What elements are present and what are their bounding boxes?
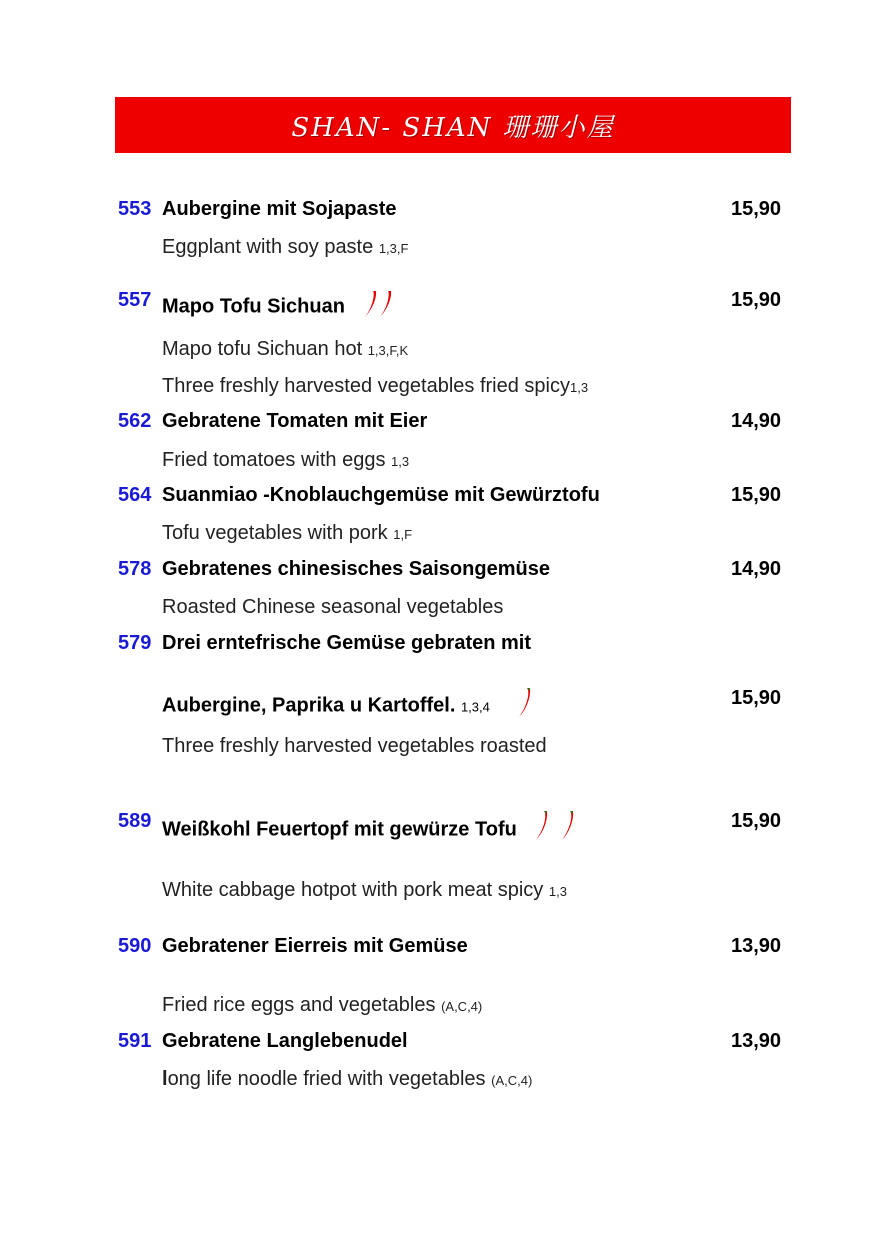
item-title: Mapo Tofu Sichuan (162, 289, 395, 325)
item-description: long life noodle fried with vegetables (A,C,4) (162, 1068, 533, 1090)
item-description-secondary: Three freshly harvested vegetables fried spicy1,3 (162, 375, 589, 397)
menu-item-589 (0, 810, 877, 840)
item-number: 564 (118, 484, 152, 506)
item-number: 553 (118, 198, 152, 220)
menu-item-553 (0, 198, 877, 228)
header-banner (115, 97, 791, 153)
item-price: 14,90 (731, 558, 782, 580)
item-price: 15,90 (731, 687, 782, 709)
item-description: Mapo tofu Sichuan hot 1,3,F,K (162, 338, 409, 360)
menu-item-590 (0, 935, 877, 965)
chili-pepper-icon (515, 687, 533, 725)
item-number: 590 (118, 935, 152, 957)
menu-item-578 (0, 558, 877, 588)
item-price: 14,90 (731, 410, 782, 432)
item-title: Suanmiao -Knoblauchgemüse mit Gewürztofu (162, 484, 600, 506)
item-description: White cabbage hotpot with pork meat spicy 1,3 (162, 879, 567, 901)
item-title: Weißkohl Feuertopf mit gewürze Tofu (162, 810, 578, 850)
item-number: 578 (118, 558, 152, 580)
item-number: 579 (118, 632, 152, 654)
restaurant-title: SHAN- SHAN 珊珊小屋 (291, 112, 615, 143)
item-description: Three freshly harvested vegetables roasted (162, 735, 547, 757)
menu-item-579 (0, 632, 877, 662)
item-title: Gebratenes chinesisches Saisongemüse (162, 558, 550, 580)
item-title: Gebratene Langlebenudel (162, 1030, 408, 1052)
item-description: Eggplant with soy paste 1,3,F (162, 236, 409, 258)
item-description: Tofu vegetables with pork 1,F (162, 522, 413, 544)
item-title-continued: Aubergine, Paprika u Kartoffel. 1,3,4 (162, 687, 533, 725)
menu-item-562 (0, 410, 877, 440)
item-price: 15,90 (731, 810, 782, 832)
item-description: Fried rice eggs and vegetables (A,C,4) (162, 994, 483, 1016)
item-description: Roasted Chinese seasonal vegetables (162, 596, 504, 618)
menu-item-591 (0, 1030, 877, 1060)
menu-item-579-continued (0, 687, 877, 717)
item-price: 15,90 (731, 289, 782, 311)
item-title: Gebratener Eierreis mit Gemüse (162, 935, 468, 957)
item-price: 15,90 (731, 484, 782, 506)
item-title: Gebratene Tomaten mit Eier (162, 410, 428, 432)
item-description: Fried tomatoes with eggs 1,3 (162, 449, 410, 471)
menu-item-564 (0, 484, 877, 514)
item-number: 591 (118, 1030, 152, 1052)
item-number: 557 (118, 289, 152, 311)
menu-item-557 (0, 289, 877, 319)
item-title: Drei erntefrische Gemüse gebraten mit (162, 632, 532, 654)
chili-pepper-icon (361, 289, 395, 325)
item-price: 13,90 (731, 935, 782, 957)
item-number: 589 (118, 810, 152, 832)
chili-pepper-icon (532, 810, 578, 850)
item-number: 562 (118, 410, 152, 432)
item-title: Aubergine mit Sojapaste (162, 198, 397, 220)
item-price: 15,90 (731, 198, 782, 220)
item-price: 13,90 (731, 1030, 782, 1052)
